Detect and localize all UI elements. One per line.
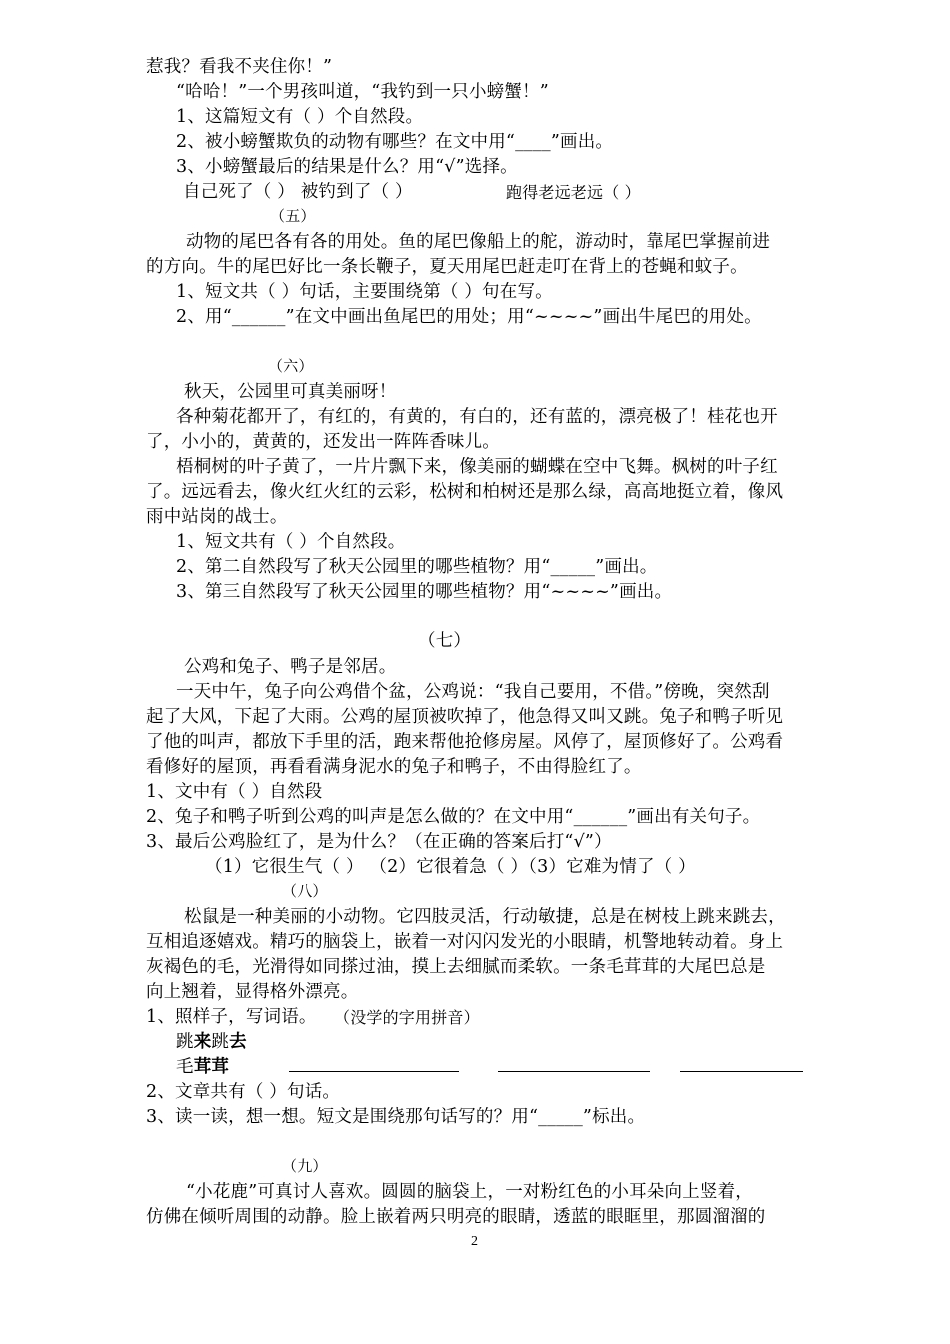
text-line: 起了大风，下起了大雨。公鸡的屋顶被吹掉了，他急得又叫又跳。兔子和鸭子听见 bbox=[146, 707, 784, 727]
text-line: 的方向。牛的尾巴好比一条长鞭子，夏天用尾巴赶走叮在背上的苍蝇和蚊子。 bbox=[146, 257, 748, 277]
text-line: 秋天，公园里可真美丽呀！ bbox=[184, 382, 397, 402]
text-line: 了。远远看去，像火红火红的云彩，松树和柏树还是那么绿，高高地挺立着，像风 bbox=[146, 482, 784, 502]
section-heading: （八） bbox=[282, 882, 328, 900]
question: 1、短文共（ ）句话，主要围绕第（ ）句在写。 bbox=[176, 282, 553, 302]
section-heading: （六） bbox=[268, 357, 314, 375]
question: 3、最后公鸡脸红了，是为什么？（在正确的答案后打“√”） bbox=[146, 832, 612, 852]
text-line: 灰褐色的毛，光滑得如同搽过油，摸上去细腻而柔软。一条毛茸茸的大尾巴总是 bbox=[146, 957, 766, 977]
text-line: “小花鹿”可真讨人喜欢。圆圆的脑袋上，一对粉红色的小耳朵向上竖着， bbox=[186, 1182, 753, 1202]
text-line: 梧桐树的叶子黄了，一片片飘下来，像美丽的蝴蝶在空中飞舞。枫树的叶子红 bbox=[176, 457, 778, 477]
answer-blank[interactable] bbox=[289, 1071, 459, 1072]
text-line: 了，小小的，黄黄的，还发出一阵阵香味儿。 bbox=[146, 432, 500, 452]
answer-blank[interactable] bbox=[498, 1071, 650, 1072]
question: 1、照样子，写词语。 bbox=[146, 1007, 317, 1027]
question: 3、读一读，想一想。短文是围绕那句话写的？用“_____”标出。 bbox=[146, 1107, 646, 1127]
text-line: 向上翘着，显得格外漂亮。 bbox=[146, 982, 359, 1002]
answer-options: 自己死了（ ） 被钓到了（ ） bbox=[183, 182, 413, 202]
text-line: “哈哈！”一个男孩叫道，“我钓到一只小螃蟹！” bbox=[176, 82, 549, 102]
text-line: 一天中午，兔子向公鸡借个盆，公鸡说：“我自己要用，不借。”傍晚，突然刮 bbox=[176, 682, 770, 702]
question: 1、这篇短文有（ ）个自然段。 bbox=[176, 107, 424, 127]
section-heading: （九） bbox=[282, 1157, 328, 1175]
text-line: 动物的尾巴各有各的用处。鱼的尾巴像船上的舵，游动时，靠尾巴掌握前进 bbox=[186, 232, 771, 252]
text-line: 仿佛在倾听周围的动静。脸上嵌着两只明亮的眼睛，透蓝的眼眶里，那圆溜溜的 bbox=[146, 1207, 766, 1227]
question: 3、第三自然段写了秋天公园里的哪些植物？用“~~~~”画出。 bbox=[176, 582, 673, 602]
question: 2、用“______”在文中画出鱼尾巴的用处；用“~~~~”画出牛尾巴的用处。 bbox=[176, 307, 762, 327]
text-line: 松鼠是一种美丽的小动物。它四肢灵活，行动敏捷，总是在树枝上跳来跳去， bbox=[184, 907, 786, 927]
section-heading: （五） bbox=[270, 207, 316, 225]
text-line: 惹我？看我不夹住你！” bbox=[146, 57, 333, 77]
question: 1、文中有（ ）自然段 bbox=[146, 782, 323, 802]
word-example-1: 跳来跳去 bbox=[176, 1032, 247, 1052]
text-line: 了他的叫声，都放下手里的活，跑来帮他抢修房屋。风停了，屋顶修好了。公鸡看 bbox=[146, 732, 784, 752]
question: 3、小螃蟹最后的结果是什么？用“√”选择。 bbox=[176, 157, 518, 177]
question-note: （没学的字用拼音） bbox=[334, 1008, 480, 1027]
text-line: 公鸡和兔子、鸭子是邻居。 bbox=[184, 657, 397, 677]
question: 2、被小螃蟹欺负的动物有哪些？在文中用“____”画出。 bbox=[176, 132, 614, 152]
text-line: 互相追逐嬉戏。精巧的脑袋上，嵌着一对闪闪发光的小眼睛，机警地转动着。身上 bbox=[146, 932, 784, 952]
answer-option: 跑得老远老远（ ） bbox=[506, 183, 641, 202]
page-number: 2 bbox=[471, 1234, 479, 1249]
question: 2、兔子和鸭子听到公鸡的叫声是怎么做的？在文中用“______”画出有关句子。 bbox=[146, 807, 761, 827]
section-heading: （七） bbox=[418, 631, 472, 651]
answer-options: （1）它很生气（ ） （2）它很着急（ ）（3）它难为情了（ ） bbox=[205, 857, 696, 877]
question: 2、文章共有（ ）句话。 bbox=[146, 1082, 341, 1102]
text-line: 各种菊花都开了，有红的，有黄的，有白的，还有蓝的，漂亮极了！桂花也开 bbox=[176, 407, 778, 427]
question: 2、第二自然段写了秋天公园里的哪些植物？用“_____”画出。 bbox=[176, 557, 658, 577]
question: 1、短文共有（ ）个自然段。 bbox=[176, 532, 406, 552]
word-example-2: 毛茸茸 bbox=[176, 1057, 230, 1077]
text-line: 雨中站岗的战士。 bbox=[146, 507, 288, 527]
answer-blank[interactable] bbox=[680, 1071, 803, 1072]
text-line: 看修好的屋顶，再看看满身泥水的兔子和鸭子，不由得脸红了。 bbox=[146, 757, 642, 777]
